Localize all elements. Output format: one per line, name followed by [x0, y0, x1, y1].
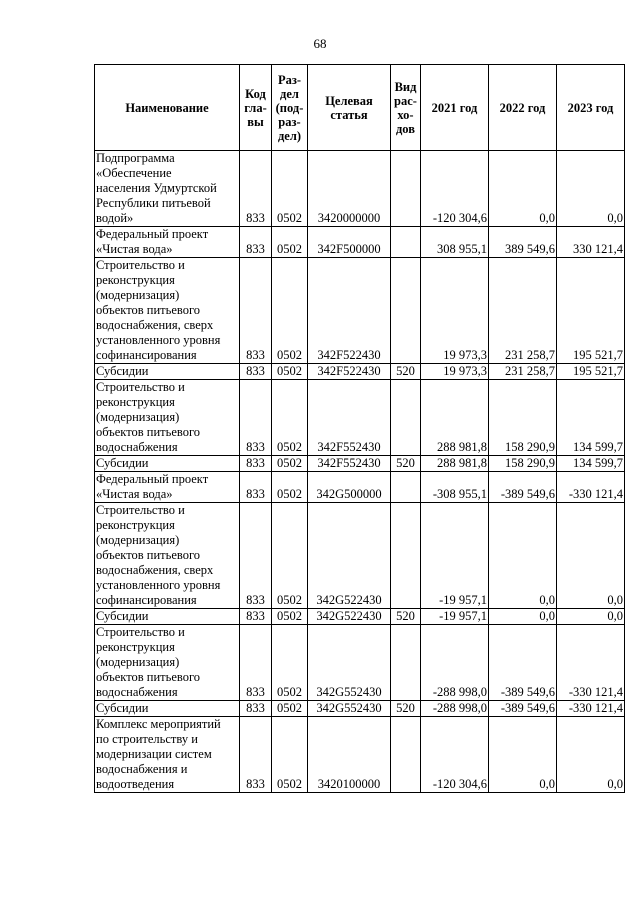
- cell-section: 0502: [272, 609, 308, 625]
- cell-name: Субсидии: [95, 364, 240, 380]
- cell-kind: 520: [391, 364, 421, 380]
- cell-y2023: -330 121,4: [557, 701, 625, 717]
- header-name: Наименование: [95, 65, 240, 151]
- cell-y2023: 0,0: [557, 503, 625, 609]
- cell-kind: [391, 227, 421, 258]
- cell-target: 342F522430: [308, 258, 391, 364]
- cell-y2023: -330 121,4: [557, 472, 625, 503]
- cell-section: 0502: [272, 503, 308, 609]
- cell-section: 0502: [272, 625, 308, 701]
- cell-name: Строительство и реконструкция (модернизация) объектов питьевого водоснабжения: [95, 380, 240, 456]
- header-2022: 2022 год: [489, 65, 557, 151]
- cell-y2022: 0,0: [489, 609, 557, 625]
- cell-y2021: -120 304,6: [421, 151, 489, 227]
- cell-name: Субсидии: [95, 456, 240, 472]
- cell-code: 833: [240, 456, 272, 472]
- cell-y2023: -330 121,4: [557, 625, 625, 701]
- table-row: [95, 503, 625, 609]
- table-row: [95, 456, 625, 472]
- table-row: [95, 717, 625, 793]
- cell-y2021: 288 981,8: [421, 456, 489, 472]
- budget-table: [94, 64, 625, 793]
- cell-kind: [391, 151, 421, 227]
- cell-section: 0502: [272, 227, 308, 258]
- cell-y2023: 0,0: [557, 151, 625, 227]
- cell-name: Федеральный проект «Чистая вода»: [95, 472, 240, 503]
- cell-y2021: -19 957,1: [421, 503, 489, 609]
- cell-name: Строительство и реконструкция (модернизация) объектов питьевого водоснабжения, сверх установленного уровня софинансирования: [95, 503, 240, 609]
- cell-kind: [391, 472, 421, 503]
- cell-y2022: 158 290,9: [489, 456, 557, 472]
- cell-kind: [391, 717, 421, 793]
- cell-code: 833: [240, 258, 272, 364]
- cell-y2022: 389 549,6: [489, 227, 557, 258]
- cell-code: 833: [240, 701, 272, 717]
- cell-y2021: -19 957,1: [421, 609, 489, 625]
- cell-y2022: 231 258,7: [489, 364, 557, 380]
- table-row: [95, 364, 625, 380]
- cell-y2022: 0,0: [489, 503, 557, 609]
- cell-target: 342G522430: [308, 503, 391, 609]
- header-row: [95, 65, 625, 151]
- cell-y2021: -308 955,1: [421, 472, 489, 503]
- cell-code: 833: [240, 227, 272, 258]
- cell-name: Строительство и реконструкция (модернизация) объектов питьевого водоснабжения, сверх установленного уровня софинансирования: [95, 258, 240, 364]
- cell-y2022: 158 290,9: [489, 380, 557, 456]
- cell-code: 833: [240, 717, 272, 793]
- cell-code: 833: [240, 364, 272, 380]
- cell-target: 342G522430: [308, 609, 391, 625]
- cell-y2022: -389 549,6: [489, 625, 557, 701]
- cell-kind: [391, 625, 421, 701]
- cell-name: Субсидии: [95, 701, 240, 717]
- cell-y2021: -120 304,6: [421, 717, 489, 793]
- header-kind: Вид рас- хо- дов: [391, 65, 421, 151]
- cell-y2021: -288 998,0: [421, 625, 489, 701]
- cell-section: 0502: [272, 258, 308, 364]
- cell-target: 342F552430: [308, 456, 391, 472]
- table-row: [95, 701, 625, 717]
- cell-y2021: 288 981,8: [421, 380, 489, 456]
- cell-code: 833: [240, 625, 272, 701]
- cell-kind: [391, 380, 421, 456]
- header-code: Код гла- вы: [240, 65, 272, 151]
- cell-name: Субсидии: [95, 609, 240, 625]
- header-target: Целевая статья: [308, 65, 391, 151]
- cell-y2023: 134 599,7: [557, 380, 625, 456]
- cell-kind: 520: [391, 456, 421, 472]
- cell-section: 0502: [272, 151, 308, 227]
- cell-y2022: -389 549,6: [489, 472, 557, 503]
- cell-target: 342G552430: [308, 701, 391, 717]
- cell-kind: 520: [391, 609, 421, 625]
- cell-target: 342F552430: [308, 380, 391, 456]
- cell-section: 0502: [272, 701, 308, 717]
- cell-kind: [391, 258, 421, 364]
- cell-code: 833: [240, 472, 272, 503]
- cell-name: Строительство и реконструкция (модернизация) объектов питьевого водоснабжения: [95, 625, 240, 701]
- cell-name: Комплекс мероприятий по строительству и модернизации систем водоснабжения и водоотведения: [95, 717, 240, 793]
- cell-target: 342G552430: [308, 625, 391, 701]
- cell-y2023: 330 121,4: [557, 227, 625, 258]
- cell-section: 0502: [272, 456, 308, 472]
- cell-target: 342F500000: [308, 227, 391, 258]
- cell-y2021: 308 955,1: [421, 227, 489, 258]
- cell-code: 833: [240, 380, 272, 456]
- cell-section: 0502: [272, 364, 308, 380]
- cell-kind: 520: [391, 701, 421, 717]
- cell-kind: [391, 503, 421, 609]
- page-number: 68: [313, 36, 327, 51]
- cell-y2023: 0,0: [557, 717, 625, 793]
- cell-target: 342F522430: [308, 364, 391, 380]
- cell-y2023: 195 521,7: [557, 258, 625, 364]
- cell-code: 833: [240, 503, 272, 609]
- header-2023: 2023 год: [557, 65, 625, 151]
- table-row: [95, 625, 625, 701]
- cell-section: 0502: [272, 380, 308, 456]
- cell-target: 342G500000: [308, 472, 391, 503]
- cell-target: 3420000000: [308, 151, 391, 227]
- cell-code: 833: [240, 609, 272, 625]
- cell-target: 3420100000: [308, 717, 391, 793]
- cell-y2022: 0,0: [489, 717, 557, 793]
- cell-y2023: 195 521,7: [557, 364, 625, 380]
- table-row: [95, 472, 625, 503]
- cell-section: 0502: [272, 472, 308, 503]
- cell-y2023: 134 599,7: [557, 456, 625, 472]
- table-row: [95, 609, 625, 625]
- cell-name: Подпрограмма «Обеспечение населения Удмуртской Республики питьевой водой»: [95, 151, 240, 227]
- cell-name: Федеральный проект «Чистая вода»: [95, 227, 240, 258]
- cell-code: 833: [240, 151, 272, 227]
- header-2021: 2021 год: [421, 65, 489, 151]
- cell-y2021: 19 973,3: [421, 258, 489, 364]
- table-row: [95, 227, 625, 258]
- cell-y2023: 0,0: [557, 609, 625, 625]
- table-row: [95, 151, 625, 227]
- cell-y2021: -288 998,0: [421, 701, 489, 717]
- table-row: [95, 258, 625, 364]
- cell-y2022: 0,0: [489, 151, 557, 227]
- table-row: [95, 380, 625, 456]
- cell-section: 0502: [272, 717, 308, 793]
- cell-y2021: 19 973,3: [421, 364, 489, 380]
- cell-y2022: -389 549,6: [489, 701, 557, 717]
- header-section: Раз- дел (под- раз- дел): [272, 65, 308, 151]
- cell-y2022: 231 258,7: [489, 258, 557, 364]
